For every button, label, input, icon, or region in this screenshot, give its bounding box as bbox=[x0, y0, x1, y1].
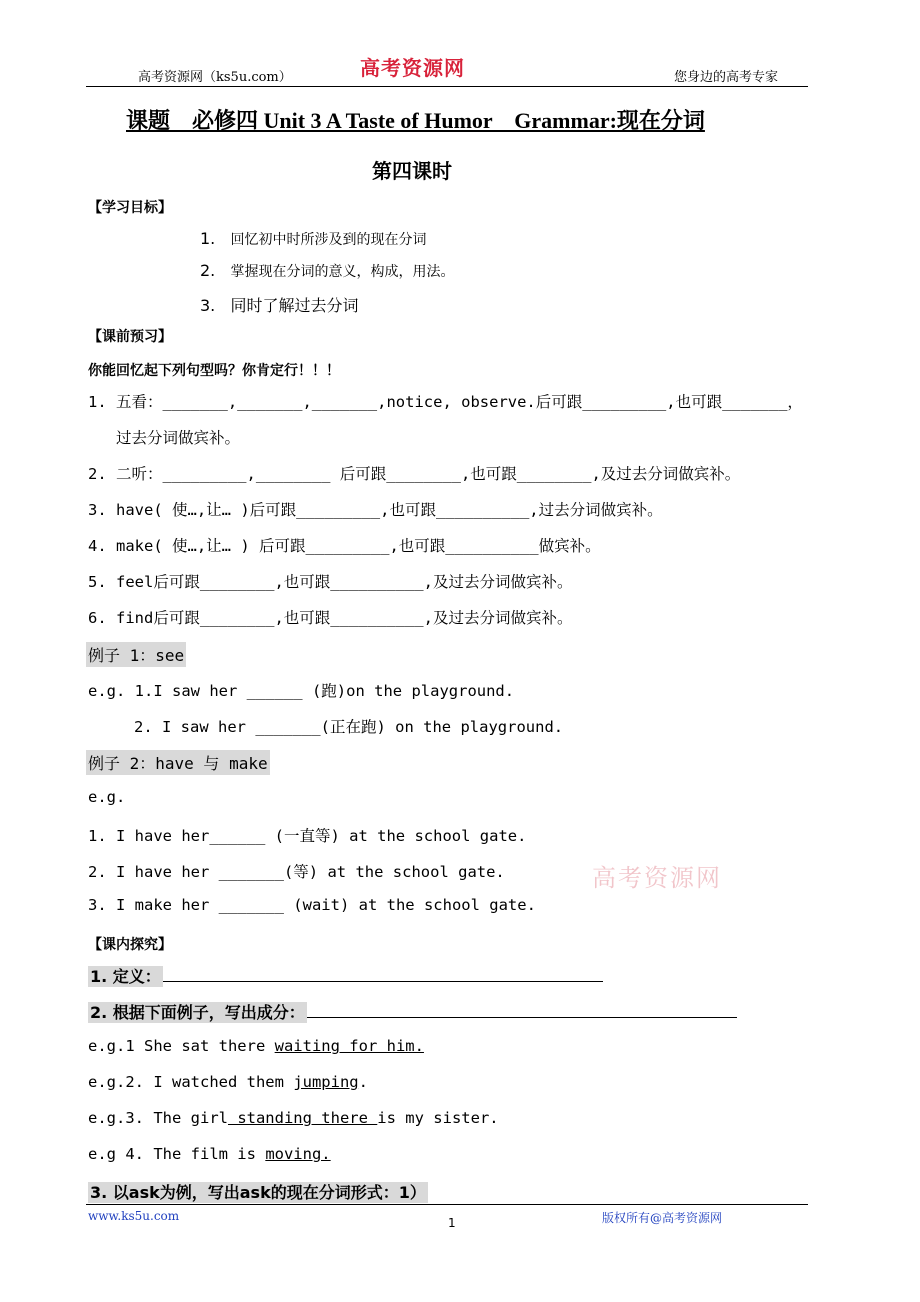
eg2-post: . bbox=[358, 1073, 368, 1091]
example1-line-1: e.g. 1.I saw her ______ (跑)on the playground. bbox=[88, 682, 515, 700]
explore-eg-3 bbox=[88, 1109, 499, 1127]
definition-blank[interactable] bbox=[163, 967, 603, 982]
explore-q1-label: 1. 定义： bbox=[90, 967, 161, 986]
explore-eg-4 bbox=[88, 1145, 331, 1163]
preview-line-5: 5. feel后可跟________,也可跟__________,及过去分词做宾补。 bbox=[88, 573, 573, 591]
preview-line-4: 4. make( 使…,让… ) 后可跟_________,也可跟__________做宾补。 bbox=[88, 537, 601, 555]
eg3-underlined: standing there bbox=[227, 1109, 378, 1127]
footer-right: 版权所有@高考资源网 bbox=[602, 1211, 723, 1225]
explore-heading: 【课内探究】 bbox=[88, 937, 172, 953]
goal-text: 回忆初中时所涉及到的现在分词 bbox=[230, 232, 427, 248]
goals-heading: 【学习目标】 bbox=[88, 200, 172, 216]
example1-label: 例子 1：see bbox=[86, 642, 186, 667]
preview-intro: 你能回忆起下列句型吗？你肯定行！！！ bbox=[88, 363, 340, 379]
explore-q2-label: 2. 根据下面例子，写出成分： bbox=[90, 1003, 305, 1022]
goal-text: 掌握现在分词的意义，构成，用法。 bbox=[230, 264, 455, 280]
footer-left: www.ks5u.com bbox=[88, 1209, 180, 1223]
explore-q3 bbox=[88, 1180, 428, 1203]
goal-item-1 bbox=[200, 229, 427, 249]
eg4-underlined: moving. bbox=[265, 1145, 331, 1163]
goal-text: 同时了解过去分词 bbox=[230, 296, 359, 315]
eg2-underlined: jumping bbox=[293, 1073, 359, 1091]
header-left: 高考资源网（ks5u.com） bbox=[138, 70, 292, 85]
explore-q1 bbox=[88, 964, 603, 987]
header-rule bbox=[86, 86, 808, 87]
eg4-text: e.g 4. The film is bbox=[88, 1145, 266, 1163]
preview-line-6: 6. find后可跟________,也可跟__________,及过去分词做宾补。 bbox=[88, 609, 573, 627]
eg1-underlined: waiting for him. bbox=[274, 1037, 424, 1055]
page-number: 1 bbox=[448, 1216, 456, 1230]
example2-line-3: 3. I make her _______ (wait) at the school gate. bbox=[88, 896, 536, 914]
goal-num: 1. bbox=[200, 229, 216, 248]
footer-rule bbox=[86, 1204, 808, 1205]
watermark-logo: 高考资源网 bbox=[592, 864, 722, 892]
header-logo: 高考资源网 bbox=[360, 56, 465, 80]
goal-num: 2. bbox=[200, 261, 216, 280]
page-title: 课题 必修四 Unit 3 A Taste of Humor Grammar:现在分词 bbox=[126, 108, 705, 133]
eg1-text: e.g.1 She sat there bbox=[88, 1037, 275, 1055]
example2-line-2: 2. I have her _______(等) at the school gate. bbox=[88, 863, 505, 881]
example1-line-2: 2. I saw her _______(正在跑) on the playground. bbox=[134, 718, 564, 736]
goal-item-2 bbox=[200, 261, 455, 281]
example2-line-1: 1. I have her______ (一直等) at the school gate. bbox=[88, 827, 527, 845]
preview-line-3: 3. have( 使…,让… )后可跟_________,也可跟__________,过去分词做宾补。 bbox=[88, 501, 663, 519]
example2-label: 例子 2：have 与 make bbox=[86, 750, 270, 775]
preview-heading: 【课前预习】 bbox=[88, 329, 172, 345]
explore-q3-label: 3. 以ask为例，写出ask的现在分词形式：1） bbox=[90, 1183, 426, 1202]
preview-line-1b: 过去分词做宾补。 bbox=[116, 429, 241, 447]
explore-q2 bbox=[88, 1000, 737, 1023]
eg2-text: e.g.2. I watched them bbox=[88, 1073, 294, 1091]
preview-line-1: 1. 五看：_______,_______,_______,notice, observe.后可跟_________,也可跟_______， bbox=[88, 393, 803, 411]
example2-eg: e.g. bbox=[88, 788, 126, 806]
preview-line-2: 2. 二听：_________,________ 后可跟________,也可跟________,及过去分词做宾补。 bbox=[88, 465, 741, 483]
explore-eg-2 bbox=[88, 1073, 368, 1091]
goal-num: 3. bbox=[200, 296, 216, 315]
components-blank[interactable] bbox=[307, 1003, 737, 1018]
goal-item-3 bbox=[200, 293, 359, 316]
page-subtitle: 第四课时 bbox=[372, 159, 452, 183]
eg3-post: is my sister. bbox=[377, 1109, 499, 1127]
explore-eg-1 bbox=[88, 1037, 424, 1055]
header-right: 您身边的高考专家 bbox=[674, 70, 779, 85]
eg3-text: e.g.3. The girl bbox=[88, 1109, 228, 1127]
